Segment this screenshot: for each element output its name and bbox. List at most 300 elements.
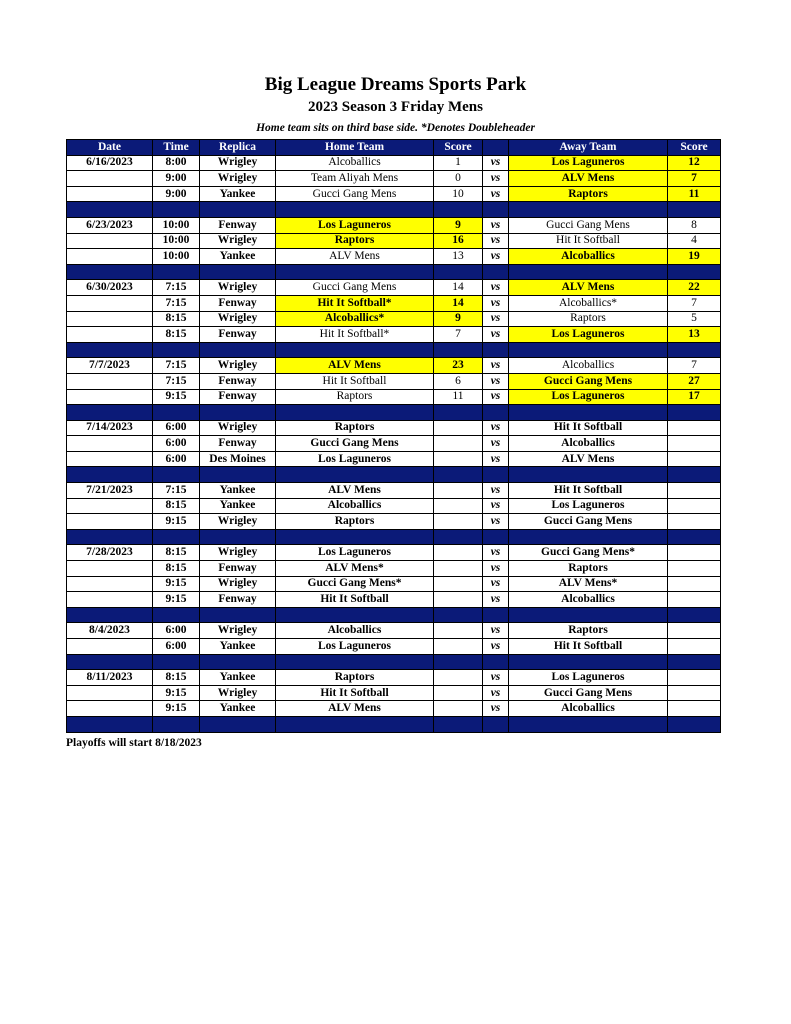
date-cell: 6/30/2023 (67, 280, 153, 296)
vs-cell: vs (483, 561, 509, 577)
separator-cell (67, 607, 153, 623)
table-row (67, 514, 721, 530)
vs-cell: vs (483, 623, 509, 639)
time-cell: 8:15 (153, 545, 200, 561)
away-score-cell (668, 639, 721, 655)
separator-cell (434, 342, 483, 358)
replica-field-cell: Yankee (200, 639, 276, 655)
away-score-cell (668, 498, 721, 514)
time-cell: 10:00 (153, 217, 200, 233)
home-team-cell: Raptors (276, 514, 434, 530)
time-cell: 9:15 (153, 701, 200, 717)
separator-cell (668, 405, 721, 421)
table-row (67, 498, 721, 514)
away-team-cell: Hit It Softball (509, 233, 668, 249)
away-team-cell: Raptors (509, 311, 668, 327)
separator-cell (668, 716, 721, 732)
home-team-cell: ALV Mens (276, 701, 434, 717)
away-team-cell: Alcoballics (509, 592, 668, 608)
date-cell (67, 186, 153, 202)
home-team-cell: ALV Mens (276, 358, 434, 374)
separator-cell (200, 202, 276, 218)
replica-field-cell: Fenway (200, 295, 276, 311)
replica-field-cell: Des Moines (200, 451, 276, 467)
col-header-replica: Replica (200, 140, 276, 156)
separator-cell (153, 342, 200, 358)
time-cell: 7:15 (153, 373, 200, 389)
vs-cell: vs (483, 155, 509, 171)
time-cell: 8:15 (153, 311, 200, 327)
home-score-cell: 23 (434, 358, 483, 374)
home-score-cell (434, 483, 483, 499)
away-team-cell: Alcoballics (509, 249, 668, 265)
away-team-cell: Hit It Softball (509, 420, 668, 436)
separator-cell (153, 202, 200, 218)
home-score-cell: 6 (434, 373, 483, 389)
date-cell (67, 576, 153, 592)
away-score-cell: 5 (668, 311, 721, 327)
away-score-cell: 22 (668, 280, 721, 296)
home-score-cell: 16 (434, 233, 483, 249)
week-separator-row (67, 342, 721, 358)
table-row (67, 249, 721, 265)
time-cell: 9:00 (153, 171, 200, 187)
time-cell: 9:15 (153, 389, 200, 405)
replica-field-cell: Wrigley (200, 233, 276, 249)
separator-cell (67, 467, 153, 483)
table-row (67, 389, 721, 405)
week-separator-row (67, 654, 721, 670)
home-score-cell (434, 561, 483, 577)
home-score-cell: 14 (434, 280, 483, 296)
separator-cell (434, 654, 483, 670)
replica-field-cell: Wrigley (200, 358, 276, 374)
home-team-cell: Los Laguneros (276, 639, 434, 655)
time-cell: 8:15 (153, 561, 200, 577)
time-cell: 6:00 (153, 451, 200, 467)
home-score-cell (434, 685, 483, 701)
vs-cell: vs (483, 311, 509, 327)
table-row (67, 436, 721, 452)
separator-cell (200, 342, 276, 358)
away-team-cell: Gucci Gang Mens (509, 373, 668, 389)
separator-cell (509, 467, 668, 483)
away-team-cell: ALV Mens (509, 451, 668, 467)
separator-cell (200, 716, 276, 732)
date-cell (67, 514, 153, 530)
separator-cell (483, 264, 509, 280)
table-row (67, 186, 721, 202)
separator-cell (434, 529, 483, 545)
separator-cell (276, 405, 434, 421)
date-cell (67, 249, 153, 265)
schedule-body (67, 155, 721, 732)
separator-cell (276, 264, 434, 280)
away-team-cell: Hit It Softball (509, 639, 668, 655)
separator-cell (434, 607, 483, 623)
away-score-cell: 19 (668, 249, 721, 265)
home-team-cell: Hit It Softball (276, 685, 434, 701)
table-row (67, 545, 721, 561)
separator-cell (483, 467, 509, 483)
home-score-cell (434, 639, 483, 655)
vs-cell: vs (483, 280, 509, 296)
time-cell: 6:00 (153, 436, 200, 452)
away-score-cell: 8 (668, 217, 721, 233)
separator-cell (276, 529, 434, 545)
away-score-cell (668, 420, 721, 436)
away-team-cell: Los Laguneros (509, 498, 668, 514)
vs-cell: vs (483, 420, 509, 436)
home-team-cell: Alcoballics (276, 623, 434, 639)
date-cell (67, 685, 153, 701)
away-score-cell (668, 670, 721, 686)
replica-field-cell: Yankee (200, 186, 276, 202)
replica-field-cell: Yankee (200, 483, 276, 499)
date-cell (67, 389, 153, 405)
table-row (67, 373, 721, 389)
time-cell: 6:00 (153, 639, 200, 655)
date-cell (67, 233, 153, 249)
week-separator-row (67, 467, 721, 483)
date-cell: 7/7/2023 (67, 358, 153, 374)
date-cell (67, 701, 153, 717)
home-score-cell (434, 436, 483, 452)
table-row (67, 155, 721, 171)
home-team-cell: Gucci Gang Mens (276, 436, 434, 452)
home-team-cell: Alcoballics (276, 155, 434, 171)
col-header-home-score: Score (434, 140, 483, 156)
home-team-cell: Gucci Gang Mens (276, 186, 434, 202)
time-cell: 8:00 (153, 155, 200, 171)
date-cell (67, 592, 153, 608)
separator-cell (483, 342, 509, 358)
replica-field-cell: Fenway (200, 373, 276, 389)
table-row (67, 311, 721, 327)
home-team-cell: Hit It Softball (276, 592, 434, 608)
week-separator-row (67, 607, 721, 623)
playoffs-note: Playoffs will start 8/18/2023 (66, 737, 202, 749)
separator-cell (67, 716, 153, 732)
time-cell: 6:00 (153, 420, 200, 436)
away-score-cell: 11 (668, 186, 721, 202)
table-row (67, 420, 721, 436)
vs-cell: vs (483, 327, 509, 343)
separator-cell (276, 342, 434, 358)
col-header-date: Date (67, 140, 153, 156)
replica-field-cell: Yankee (200, 498, 276, 514)
away-team-cell: Gucci Gang Mens (509, 514, 668, 530)
separator-cell (509, 607, 668, 623)
header-row (67, 140, 721, 156)
replica-field-cell: Wrigley (200, 171, 276, 187)
vs-cell: vs (483, 514, 509, 530)
home-score-cell (434, 498, 483, 514)
date-cell (67, 561, 153, 577)
away-score-cell (668, 685, 721, 701)
table-row (67, 295, 721, 311)
time-cell: 7:15 (153, 295, 200, 311)
away-team-cell: Raptors (509, 623, 668, 639)
time-cell: 8:15 (153, 498, 200, 514)
separator-cell (509, 405, 668, 421)
away-score-cell (668, 592, 721, 608)
separator-cell (67, 202, 153, 218)
home-team-cell: Raptors (276, 420, 434, 436)
home-team-cell: Los Laguneros (276, 451, 434, 467)
home-team-cell: Hit It Softball* (276, 295, 434, 311)
vs-cell: vs (483, 545, 509, 561)
col-header-away-score: Score (668, 140, 721, 156)
vs-cell: vs (483, 217, 509, 233)
separator-cell (200, 529, 276, 545)
col-header-home-team: Home Team (276, 140, 434, 156)
separator-cell (668, 342, 721, 358)
away-score-cell: 13 (668, 327, 721, 343)
separator-cell (153, 467, 200, 483)
separator-cell (434, 716, 483, 732)
vs-cell: vs (483, 233, 509, 249)
vs-cell: vs (483, 373, 509, 389)
time-cell: 7:15 (153, 483, 200, 499)
date-cell (67, 295, 153, 311)
separator-cell (483, 529, 509, 545)
home-score-cell: 0 (434, 171, 483, 187)
vs-cell: vs (483, 389, 509, 405)
away-team-cell: Hit It Softball (509, 483, 668, 499)
date-cell (67, 373, 153, 389)
home-team-cell: Hit It Softball (276, 373, 434, 389)
home-team-cell: Team Aliyah Mens (276, 171, 434, 187)
separator-cell (434, 202, 483, 218)
vs-cell: vs (483, 639, 509, 655)
separator-cell (276, 202, 434, 218)
week-separator-row (67, 202, 721, 218)
home-team-cell: Raptors (276, 233, 434, 249)
replica-field-cell: Yankee (200, 670, 276, 686)
away-team-cell: Raptors (509, 186, 668, 202)
home-team-cell: ALV Mens (276, 249, 434, 265)
time-cell: 10:00 (153, 249, 200, 265)
away-score-cell (668, 514, 721, 530)
table-row (67, 483, 721, 499)
separator-cell (509, 342, 668, 358)
table-row (67, 576, 721, 592)
time-cell: 9:15 (153, 685, 200, 701)
time-cell: 8:15 (153, 327, 200, 343)
away-score-cell (668, 623, 721, 639)
replica-field-cell: Wrigley (200, 576, 276, 592)
separator-cell (67, 529, 153, 545)
replica-field-cell: Fenway (200, 436, 276, 452)
home-score-cell: 1 (434, 155, 483, 171)
separator-cell (434, 405, 483, 421)
separator-cell (668, 264, 721, 280)
separator-cell (276, 654, 434, 670)
home-score-cell (434, 670, 483, 686)
col-header-vs (483, 140, 509, 156)
vs-cell: vs (483, 701, 509, 717)
date-cell (67, 311, 153, 327)
date-cell (67, 451, 153, 467)
separator-cell (509, 716, 668, 732)
separator-cell (509, 202, 668, 218)
separator-cell (153, 529, 200, 545)
replica-field-cell: Wrigley (200, 514, 276, 530)
vs-cell: vs (483, 576, 509, 592)
date-cell: 7/28/2023 (67, 545, 153, 561)
doubleheader-note: Home team sits on third base side. *Denotes Doubleheader (256, 122, 535, 134)
away-score-cell: 12 (668, 155, 721, 171)
home-score-cell (434, 576, 483, 592)
separator-cell (153, 654, 200, 670)
table-row (67, 685, 721, 701)
replica-field-cell: Wrigley (200, 311, 276, 327)
replica-field-cell: Yankee (200, 249, 276, 265)
away-team-cell: Gucci Gang Mens* (509, 545, 668, 561)
home-score-cell: 9 (434, 311, 483, 327)
away-team-cell: Los Laguneros (509, 155, 668, 171)
separator-cell (668, 529, 721, 545)
home-team-cell: Hit It Softball* (276, 327, 434, 343)
separator-cell (153, 607, 200, 623)
separator-cell (509, 654, 668, 670)
replica-field-cell: Fenway (200, 592, 276, 608)
separator-cell (276, 467, 434, 483)
separator-cell (483, 202, 509, 218)
vs-cell: vs (483, 685, 509, 701)
time-cell: 9:15 (153, 514, 200, 530)
vs-cell: vs (483, 249, 509, 265)
table-row (67, 592, 721, 608)
home-team-cell: Raptors (276, 389, 434, 405)
home-score-cell: 10 (434, 186, 483, 202)
vs-cell: vs (483, 295, 509, 311)
away-team-cell: Los Laguneros (509, 327, 668, 343)
date-cell: 6/23/2023 (67, 217, 153, 233)
separator-cell (483, 654, 509, 670)
separator-cell (668, 607, 721, 623)
away-score-cell (668, 451, 721, 467)
vs-cell: vs (483, 498, 509, 514)
table-row (67, 701, 721, 717)
time-cell: 7:15 (153, 358, 200, 374)
week-separator-row (67, 405, 721, 421)
vs-cell: vs (483, 186, 509, 202)
date-cell (67, 171, 153, 187)
table-row (67, 233, 721, 249)
home-score-cell (434, 701, 483, 717)
date-cell: 6/16/2023 (67, 155, 153, 171)
time-cell: 9:15 (153, 592, 200, 608)
separator-cell (509, 529, 668, 545)
away-score-cell: 7 (668, 358, 721, 374)
home-score-cell (434, 545, 483, 561)
away-score-cell: 7 (668, 295, 721, 311)
home-score-cell: 13 (434, 249, 483, 265)
vs-cell: vs (483, 483, 509, 499)
separator-cell (668, 654, 721, 670)
table-row (67, 327, 721, 343)
home-score-cell (434, 592, 483, 608)
replica-field-cell: Fenway (200, 217, 276, 233)
home-team-cell: Alcoballics (276, 498, 434, 514)
away-team-cell: Gucci Gang Mens (509, 685, 668, 701)
home-team-cell: Alcoballics* (276, 311, 434, 327)
date-cell (67, 327, 153, 343)
home-score-cell: 11 (434, 389, 483, 405)
replica-field-cell: Wrigley (200, 623, 276, 639)
separator-cell (200, 264, 276, 280)
away-team-cell: ALV Mens* (509, 576, 668, 592)
away-score-cell (668, 436, 721, 452)
away-team-cell: Alcoballics (509, 436, 668, 452)
separator-cell (153, 405, 200, 421)
replica-field-cell: Wrigley (200, 545, 276, 561)
table-row (67, 171, 721, 187)
home-team-cell: ALV Mens* (276, 561, 434, 577)
table-row (67, 639, 721, 655)
replica-field-cell: Yankee (200, 701, 276, 717)
separator-cell (483, 607, 509, 623)
week-separator-row (67, 264, 721, 280)
away-team-cell: Alcoballics* (509, 295, 668, 311)
date-cell (67, 498, 153, 514)
col-header-away-team: Away Team (509, 140, 668, 156)
replica-field-cell: Wrigley (200, 685, 276, 701)
home-score-cell (434, 514, 483, 530)
home-team-cell: Raptors (276, 670, 434, 686)
away-score-cell: 7 (668, 171, 721, 187)
separator-cell (67, 654, 153, 670)
vs-cell: vs (483, 171, 509, 187)
replica-field-cell: Wrigley (200, 420, 276, 436)
week-separator-row (67, 529, 721, 545)
replica-field-cell: Wrigley (200, 155, 276, 171)
table-row (67, 623, 721, 639)
table-row (67, 670, 721, 686)
away-team-cell: Alcoballics (509, 358, 668, 374)
away-score-cell (668, 701, 721, 717)
time-cell: 7:15 (153, 280, 200, 296)
page-title: Big League Dreams Sports Park (264, 74, 527, 95)
page-subtitle: 2023 Season 3 Friday Mens (307, 99, 483, 115)
vs-cell: vs (483, 451, 509, 467)
separator-cell (200, 607, 276, 623)
away-team-cell: Raptors (509, 561, 668, 577)
away-score-cell (668, 576, 721, 592)
home-score-cell: 9 (434, 217, 483, 233)
home-team-cell: ALV Mens (276, 483, 434, 499)
away-team-cell: Gucci Gang Mens (509, 217, 668, 233)
table-row (67, 217, 721, 233)
separator-cell (434, 264, 483, 280)
vs-cell: vs (483, 592, 509, 608)
away-score-cell: 17 (668, 389, 721, 405)
separator-cell (434, 467, 483, 483)
replica-field-cell: Fenway (200, 389, 276, 405)
replica-field-cell: Wrigley (200, 280, 276, 296)
away-score-cell (668, 561, 721, 577)
away-score-cell (668, 545, 721, 561)
time-cell: 6:00 (153, 623, 200, 639)
home-team-cell: Gucci Gang Mens (276, 280, 434, 296)
date-cell: 8/4/2023 (67, 623, 153, 639)
table-row (67, 451, 721, 467)
date-cell: 7/21/2023 (67, 483, 153, 499)
away-score-cell: 4 (668, 233, 721, 249)
replica-field-cell: Fenway (200, 327, 276, 343)
